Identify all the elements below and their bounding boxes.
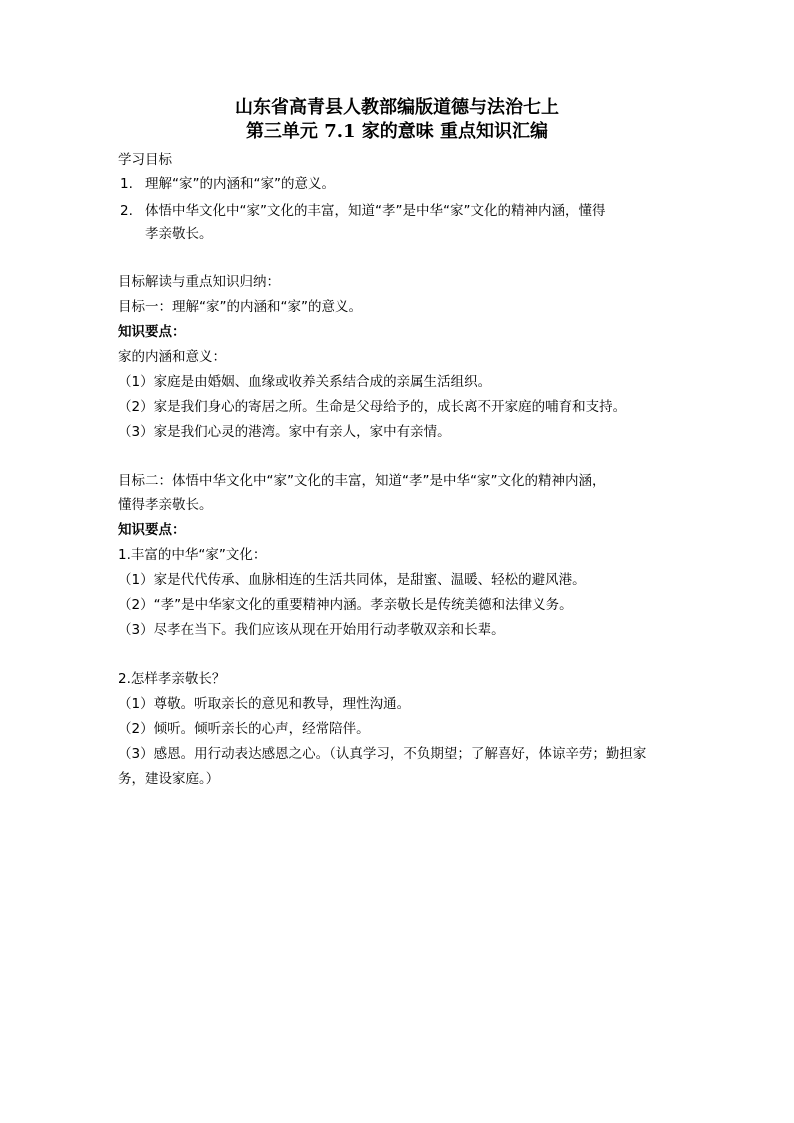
- goal2-section1-point-2: （2）“孝”是中华家文化的重要精神内涵。孝亲敬长是传统美德和法律义务。: [118, 597, 573, 613]
- goal2-section1-point-3: （3）尽孝在当下。我们应该从现在开始用行动孝敬双亲和长辈。: [118, 622, 505, 638]
- goal2-section2-point-2: （2）倾听。倾听亲长的心声，经常陪伴。: [118, 721, 370, 737]
- goal2-title-line1: 目标二：体悟中华文化中“家”文化的丰富，知道“孝”是中华“家”文化的精神内涵，: [118, 473, 606, 489]
- document-title-line1: 山东省高青县人教部编版道德与法治七上: [235, 97, 559, 118]
- goal2-knowledge-label: 知识要点：: [118, 522, 186, 538]
- goal1-point-1: （1）家庭是由婚姻、血缘或收养关系结合成的亲属生活组织。: [118, 374, 492, 390]
- summary-heading: 目标解读与重点知识归纳：: [118, 274, 280, 290]
- goal1-title: 目标一：理解“家”的内涵和“家”的意义。: [118, 299, 362, 315]
- goal2-section2-heading: 2.怎样孝亲敬长？: [118, 671, 226, 687]
- goal2-section2-point-1: （1）尊敬。听取亲长的意见和教导，理性沟通。: [118, 696, 411, 712]
- objectives-heading: 学习目标: [118, 152, 172, 168]
- goal2-section2-point-3-line1: （3）感恩。用行动表达感恩之心。（认真学习，不负期望；了解喜好，体谅辛劳；勤担家: [118, 746, 647, 762]
- goal1-subheading: 家的内涵和意义：: [118, 349, 226, 365]
- goal1-point-3: （3）家是我们心灵的港湾。家中有亲人，家中有亲情。: [118, 424, 451, 440]
- goal2-section1-point-1: （1）家是代代传承、血脉相连的生活共同体，是甜蜜、温暖、轻松的避风港。: [118, 572, 586, 588]
- document-title-line2: 第三单元 7.1 家的意味 重点知识汇编: [245, 121, 549, 142]
- goal1-point-2: （2）家是我们身心的寄居之所。生命是父母给予的，成长离不开家庭的哺育和支持。: [118, 399, 627, 415]
- objective-2-text-line2: 孝亲敬长。: [145, 226, 213, 242]
- objective-2-text-line1: 体悟中华文化中“家”文化的丰富，知道“孝”是中华“家”文化的精神内涵，懂得: [145, 203, 606, 219]
- goal1-knowledge-label: 知识要点：: [118, 324, 186, 340]
- goal2-section2-point-3-line2: 务，建设家庭。）: [118, 771, 220, 787]
- objective-1-text: 理解“家”的内涵和“家”的意义。: [145, 176, 335, 192]
- objective-2-number: 2.: [120, 203, 133, 219]
- goal2-title-line2: 懂得孝亲敬长。: [118, 497, 213, 513]
- objective-1-number: 1.: [120, 176, 133, 192]
- goal2-section1-heading: 1.丰富的中华“家”文化：: [118, 547, 267, 563]
